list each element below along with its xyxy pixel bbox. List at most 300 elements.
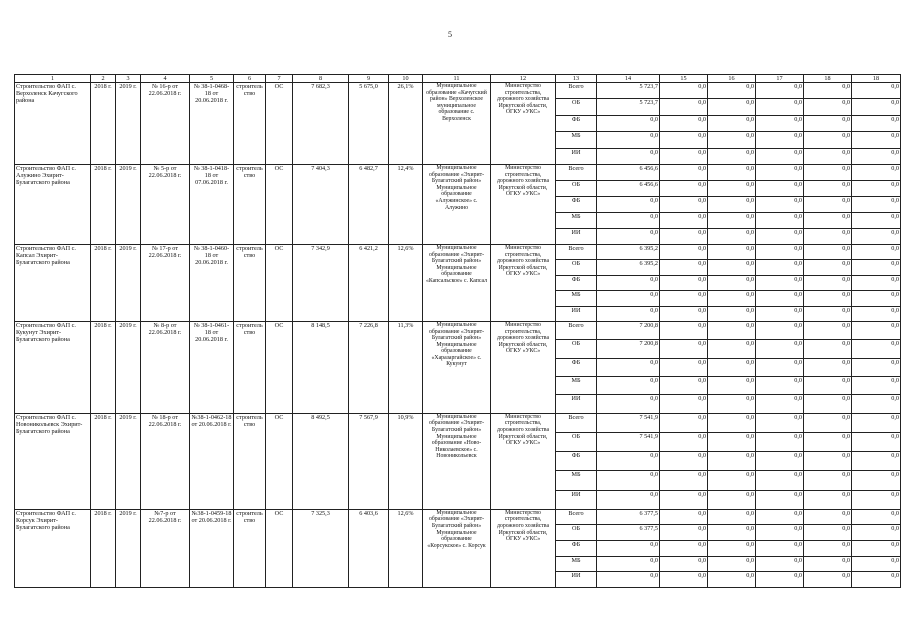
- funding-value-cell: 0,0: [756, 321, 804, 339]
- funding-value-cell: 0,0: [852, 212, 901, 228]
- work-type-cell: строительство: [234, 164, 266, 244]
- work-type-cell: строительство: [234, 509, 266, 587]
- funding-value-cell: 0,0: [660, 471, 708, 490]
- funding-value-cell: 0,0: [597, 132, 660, 148]
- funding-value-cell: 0,0: [756, 452, 804, 471]
- estimated-cost-cell: 7 404,3: [293, 164, 349, 244]
- funding-value-cell: 0,0: [597, 196, 660, 212]
- funding-value-cell: 6 395,2: [597, 260, 660, 275]
- funding-value-cell: 0,0: [660, 490, 708, 509]
- ministry-cell: Министерство строительства, дорожного хозяйства Иркутской области, ОГКУ «УКС»: [491, 164, 556, 244]
- funding-source-cell: ОБ: [556, 260, 597, 275]
- funding-value-cell: 0,0: [756, 212, 804, 228]
- funding-value-cell: 0,0: [597, 306, 660, 321]
- project-name-cell: Строительство ФАП с. Новоникольевск Эхирит-Булагатского района: [15, 413, 91, 509]
- header-cell: 17: [756, 75, 804, 83]
- funding-value-cell: 0,0: [852, 244, 901, 259]
- estimated-cost-cell: 7 325,3: [293, 509, 349, 587]
- funding-value-cell: 0,0: [660, 556, 708, 572]
- funding-value-cell: 0,0: [660, 509, 708, 525]
- funding-value-cell: 0,0: [852, 321, 901, 339]
- funding-value-cell: 0,0: [852, 413, 901, 432]
- readiness-percent-cell: 12,6%: [389, 509, 423, 587]
- funding-value-cell: 0,0: [708, 540, 756, 556]
- funding-value-cell: 6 456,6: [597, 164, 660, 180]
- table-row: [15, 413, 901, 432]
- funding-source-cell: Всего: [556, 244, 597, 259]
- work-type-cell: строительство: [234, 244, 266, 321]
- funding-value-cell: 0,0: [660, 196, 708, 212]
- funding-value-cell: 0,0: [804, 291, 852, 306]
- order-cell: № 5-р от 22.06.2018 г.: [141, 164, 190, 244]
- end-year-cell: 2019 г.: [116, 83, 141, 165]
- estimated-cost-cell: 7 682,3: [293, 83, 349, 165]
- work-type-cell: строительство: [234, 321, 266, 413]
- funding-value-cell: 0,0: [804, 148, 852, 164]
- expertise-cell: № 38-1-0461-18 от 20.06.2018 г.: [190, 321, 234, 413]
- expertise-cell: № 38-1-0460-18 от 20.06.2018 г.: [190, 244, 234, 321]
- municipality-cell: Муниципальное образование «Качугский район» Верхоленское муниципальное образование с. Верхоленск: [423, 83, 491, 165]
- header-cell: 14: [597, 75, 660, 83]
- ministry-cell: Министерство строительства, дорожного хозяйства Иркутской области, ОГКУ «УКС»: [491, 509, 556, 587]
- end-year-cell: 2019 г.: [116, 509, 141, 587]
- table-row: [15, 321, 901, 339]
- order-cell: № 8-р от 22.06.2018 г.: [141, 321, 190, 413]
- header-cell: 1: [15, 75, 91, 83]
- funding-value-cell: 0,0: [804, 260, 852, 275]
- funding-source-cell: Всего: [556, 83, 597, 99]
- funding-value-cell: 0,0: [660, 572, 708, 588]
- funding-value-cell: 0,0: [708, 395, 756, 413]
- funding-source-cell: ОБ: [556, 99, 597, 115]
- funding-value-cell: 0,0: [708, 196, 756, 212]
- funding-value-cell: 0,0: [804, 358, 852, 376]
- funding-value-cell: 0,0: [597, 115, 660, 131]
- ministry-cell: Министерство строительства, дорожного хозяйства Иркутской области, ОГКУ «УКС»: [491, 413, 556, 509]
- funding-value-cell: 0,0: [756, 471, 804, 490]
- estimated-cost-cell: 8 492,5: [293, 413, 349, 509]
- order-cell: № 17-р от 22.06.2018 г.: [141, 244, 190, 321]
- expertise-cell: №38-1-0462-18 от 20.06.2018 г.: [190, 413, 234, 509]
- funding-source-cell: ИИ: [556, 306, 597, 321]
- funding-value-cell: 0,0: [804, 556, 852, 572]
- funding-value-cell: 0,0: [660, 115, 708, 131]
- object-kind-cell: ОС: [266, 413, 293, 509]
- funding-value-cell: 0,0: [708, 321, 756, 339]
- funding-source-cell: МБ: [556, 556, 597, 572]
- project-name-cell: Строительство ФАП с. Алужино Эхирит-Булагатского района: [15, 164, 91, 244]
- funding-value-cell: 0,0: [804, 540, 852, 556]
- funding-value-cell: 0,0: [852, 572, 901, 588]
- funding-value-cell: 0,0: [708, 452, 756, 471]
- funding-source-cell: Всего: [556, 321, 597, 339]
- ministry-cell: Министерство строительства, дорожного хозяйства Иркутской области, ОГКУ «УКС»: [491, 83, 556, 165]
- funding-source-cell: ФБ: [556, 452, 597, 471]
- funding-value-cell: 0,0: [804, 306, 852, 321]
- funding-value-cell: 0,0: [756, 260, 804, 275]
- remaining-cost-cell: 6 421,2: [349, 244, 389, 321]
- funding-value-cell: 0,0: [804, 452, 852, 471]
- remaining-cost-cell: 6 403,6: [349, 509, 389, 587]
- readiness-percent-cell: 10,9%: [389, 413, 423, 509]
- funding-value-cell: 0,0: [756, 358, 804, 376]
- funding-value-cell: 0,0: [597, 275, 660, 290]
- expertise-cell: № 38-1-0418-18 от 07.06.2018 г.: [190, 164, 234, 244]
- funding-value-cell: 0,0: [804, 509, 852, 525]
- table-row: [15, 164, 901, 180]
- project-name-cell: Строительство ФАП с. Верхоленск Качугского района: [15, 83, 91, 165]
- funding-value-cell: 0,0: [660, 395, 708, 413]
- start-year-cell: 2018 г.: [91, 509, 116, 587]
- funding-value-cell: 0,0: [660, 358, 708, 376]
- funding-value-cell: 0,0: [660, 164, 708, 180]
- funding-value-cell: 0,0: [852, 490, 901, 509]
- funding-value-cell: 0,0: [852, 395, 901, 413]
- funding-value-cell: 0,0: [660, 275, 708, 290]
- funding-source-cell: Всего: [556, 509, 597, 525]
- funding-value-cell: 0,0: [708, 148, 756, 164]
- end-year-cell: 2019 г.: [116, 244, 141, 321]
- funding-value-cell: 0,0: [597, 471, 660, 490]
- funding-value-cell: 0,0: [660, 321, 708, 339]
- start-year-cell: 2018 г.: [91, 321, 116, 413]
- funding-value-cell: 6 395,2: [597, 244, 660, 259]
- funding-value-cell: 0,0: [804, 471, 852, 490]
- funding-value-cell: 0,0: [708, 525, 756, 541]
- investment-table: [14, 74, 901, 588]
- table-body: [15, 83, 901, 588]
- funding-value-cell: 0,0: [804, 99, 852, 115]
- header-cell: 7: [266, 75, 293, 83]
- funding-value-cell: 0,0: [708, 306, 756, 321]
- project-name-cell: Строительство ФАП с. Капсал Эхирит-Булагатского района: [15, 244, 91, 321]
- funding-value-cell: 0,0: [756, 180, 804, 196]
- funding-value-cell: 0,0: [597, 358, 660, 376]
- header-cell: 8: [293, 75, 349, 83]
- funding-value-cell: 0,0: [852, 99, 901, 115]
- funding-value-cell: 0,0: [708, 556, 756, 572]
- funding-value-cell: 0,0: [660, 132, 708, 148]
- funding-value-cell: 0,0: [804, 340, 852, 358]
- header-cell: 18: [852, 75, 901, 83]
- funding-value-cell: 0,0: [708, 291, 756, 306]
- funding-value-cell: 0,0: [597, 572, 660, 588]
- funding-value-cell: 0,0: [708, 490, 756, 509]
- funding-value-cell: 0,0: [597, 452, 660, 471]
- funding-value-cell: 0,0: [756, 244, 804, 259]
- funding-value-cell: 0,0: [756, 228, 804, 244]
- funding-value-cell: 0,0: [852, 132, 901, 148]
- funding-value-cell: 0,0: [660, 525, 708, 541]
- ministry-cell: Министерство строительства, дорожного хозяйства Иркутской области, ОГКУ «УКС»: [491, 244, 556, 321]
- header-cell: 9: [349, 75, 389, 83]
- funding-source-cell: ИИ: [556, 490, 597, 509]
- header-cell: 4: [141, 75, 190, 83]
- funding-value-cell: 0,0: [756, 377, 804, 395]
- funding-source-cell: ОБ: [556, 340, 597, 358]
- readiness-percent-cell: 12,6%: [389, 244, 423, 321]
- funding-value-cell: 0,0: [852, 115, 901, 131]
- funding-source-cell: ФБ: [556, 115, 597, 131]
- remaining-cost-cell: 7 567,9: [349, 413, 389, 509]
- table-row: [15, 244, 901, 259]
- funding-value-cell: 0,0: [708, 83, 756, 99]
- funding-value-cell: 0,0: [804, 132, 852, 148]
- order-cell: №7-р от 22.06.2018 г.: [141, 509, 190, 587]
- funding-value-cell: 0,0: [708, 413, 756, 432]
- funding-source-cell: МБ: [556, 132, 597, 148]
- funding-value-cell: 0,0: [660, 377, 708, 395]
- estimated-cost-cell: 8 148,5: [293, 321, 349, 413]
- funding-value-cell: 0,0: [597, 377, 660, 395]
- funding-value-cell: 0,0: [708, 99, 756, 115]
- funding-value-cell: 5 723,7: [597, 99, 660, 115]
- funding-source-cell: ФБ: [556, 358, 597, 376]
- funding-source-cell: ФБ: [556, 275, 597, 290]
- funding-value-cell: 0,0: [708, 115, 756, 131]
- funding-value-cell: 0,0: [597, 228, 660, 244]
- table-row: [15, 83, 901, 99]
- header-row: [15, 75, 901, 83]
- order-cell: № 16-р от 22.06.2018 г.: [141, 83, 190, 165]
- funding-source-cell: ИИ: [556, 395, 597, 413]
- funding-value-cell: 0,0: [804, 115, 852, 131]
- expertise-cell: № 38-1-0468-18 от 20.06.2018 г.: [190, 83, 234, 165]
- funding-value-cell: 0,0: [852, 509, 901, 525]
- header-cell: 10: [389, 75, 423, 83]
- municipality-cell: Муниципальное образование «Эхирит-Булагатский район» Муниципальное образование «Харазаргайское» с. Кукунут: [423, 321, 491, 413]
- header-cell: 15: [660, 75, 708, 83]
- funding-source-cell: ИИ: [556, 228, 597, 244]
- funding-value-cell: 0,0: [708, 572, 756, 588]
- funding-value-cell: 7 200,8: [597, 340, 660, 358]
- funding-source-cell: Всего: [556, 164, 597, 180]
- funding-value-cell: 7 541,9: [597, 433, 660, 452]
- header-cell: 3: [116, 75, 141, 83]
- funding-value-cell: 0,0: [852, 164, 901, 180]
- funding-value-cell: 0,0: [708, 275, 756, 290]
- funding-value-cell: 0,0: [708, 132, 756, 148]
- funding-source-cell: Всего: [556, 413, 597, 432]
- funding-value-cell: 0,0: [852, 452, 901, 471]
- funding-value-cell: 0,0: [852, 433, 901, 452]
- funding-value-cell: 0,0: [804, 572, 852, 588]
- funding-value-cell: 0,0: [804, 377, 852, 395]
- header-cell: 13: [556, 75, 597, 83]
- object-kind-cell: ОС: [266, 164, 293, 244]
- funding-value-cell: 0,0: [660, 452, 708, 471]
- funding-value-cell: 0,0: [756, 525, 804, 541]
- funding-value-cell: 0,0: [804, 275, 852, 290]
- funding-value-cell: 0,0: [852, 358, 901, 376]
- funding-value-cell: 0,0: [756, 291, 804, 306]
- funding-value-cell: 0,0: [756, 196, 804, 212]
- municipality-cell: Муниципальное образование «Эхирит-Булагатский район» Муниципальное образование «Ново-Николаевское» с. Новоникольевск: [423, 413, 491, 509]
- funding-value-cell: 0,0: [852, 540, 901, 556]
- funding-value-cell: 0,0: [708, 471, 756, 490]
- funding-value-cell: 0,0: [852, 228, 901, 244]
- funding-value-cell: 0,0: [660, 291, 708, 306]
- funding-value-cell: 0,0: [660, 244, 708, 259]
- funding-value-cell: 0,0: [597, 212, 660, 228]
- start-year-cell: 2018 г.: [91, 413, 116, 509]
- funding-value-cell: 7 200,8: [597, 321, 660, 339]
- end-year-cell: 2019 г.: [116, 321, 141, 413]
- funding-value-cell: 0,0: [660, 148, 708, 164]
- funding-value-cell: 0,0: [708, 244, 756, 259]
- readiness-percent-cell: 11,3%: [389, 321, 423, 413]
- funding-source-cell: ИИ: [556, 148, 597, 164]
- header-cell: 12: [491, 75, 556, 83]
- funding-value-cell: 0,0: [804, 83, 852, 99]
- funding-value-cell: 0,0: [597, 395, 660, 413]
- funding-value-cell: 0,0: [756, 433, 804, 452]
- funding-source-cell: МБ: [556, 291, 597, 306]
- readiness-percent-cell: 26,1%: [389, 83, 423, 165]
- project-name-cell: Строительство ФАП с. Корсук Эхирит-Булагатского района: [15, 509, 91, 587]
- funding-value-cell: 6 377,5: [597, 509, 660, 525]
- funding-value-cell: 0,0: [756, 83, 804, 99]
- funding-value-cell: 0,0: [852, 291, 901, 306]
- expertise-cell: №38-1-0459-18 от 20.06.2018 г.: [190, 509, 234, 587]
- work-type-cell: строительство: [234, 413, 266, 509]
- funding-value-cell: 0,0: [708, 212, 756, 228]
- funding-value-cell: 0,0: [660, 340, 708, 358]
- funding-value-cell: 0,0: [708, 180, 756, 196]
- header-cell: 5: [190, 75, 234, 83]
- funding-source-cell: МБ: [556, 377, 597, 395]
- funding-value-cell: 0,0: [756, 556, 804, 572]
- funding-value-cell: 0,0: [852, 196, 901, 212]
- funding-source-cell: ОБ: [556, 433, 597, 452]
- funding-value-cell: 0,0: [708, 260, 756, 275]
- end-year-cell: 2019 г.: [116, 413, 141, 509]
- funding-value-cell: 0,0: [660, 180, 708, 196]
- funding-value-cell: 0,0: [597, 556, 660, 572]
- funding-value-cell: 0,0: [804, 433, 852, 452]
- object-kind-cell: ОС: [266, 321, 293, 413]
- funding-value-cell: 0,0: [804, 196, 852, 212]
- funding-value-cell: 0,0: [804, 180, 852, 196]
- funding-value-cell: 0,0: [708, 509, 756, 525]
- funding-value-cell: 0,0: [804, 321, 852, 339]
- remaining-cost-cell: 5 675,0: [349, 83, 389, 165]
- order-cell: № 18-р от 22.06.2018 г.: [141, 413, 190, 509]
- funding-value-cell: 0,0: [804, 413, 852, 432]
- funding-value-cell: 0,0: [597, 540, 660, 556]
- funding-value-cell: 0,0: [756, 115, 804, 131]
- funding-value-cell: 0,0: [804, 525, 852, 541]
- funding-value-cell: 0,0: [756, 540, 804, 556]
- start-year-cell: 2018 г.: [91, 244, 116, 321]
- funding-value-cell: 0,0: [660, 540, 708, 556]
- funding-value-cell: 0,0: [597, 291, 660, 306]
- funding-source-cell: ФБ: [556, 540, 597, 556]
- funding-value-cell: 0,0: [660, 260, 708, 275]
- funding-value-cell: 0,0: [852, 275, 901, 290]
- funding-value-cell: 0,0: [756, 306, 804, 321]
- object-kind-cell: ОС: [266, 83, 293, 165]
- funding-value-cell: 0,0: [597, 148, 660, 164]
- funding-value-cell: 0,0: [660, 306, 708, 321]
- funding-value-cell: 0,0: [852, 306, 901, 321]
- funding-value-cell: 0,0: [756, 164, 804, 180]
- ministry-cell: Министерство строительства, дорожного хозяйства Иркутской области, ОГКУ «УКС»: [491, 321, 556, 413]
- funding-value-cell: 0,0: [852, 83, 901, 99]
- funding-value-cell: 0,0: [852, 148, 901, 164]
- header-cell: 16: [708, 75, 756, 83]
- funding-value-cell: 0,0: [756, 490, 804, 509]
- funding-value-cell: 0,0: [852, 525, 901, 541]
- page-number: 5: [448, 30, 452, 39]
- funding-value-cell: 0,0: [708, 228, 756, 244]
- funding-value-cell: 0,0: [804, 164, 852, 180]
- funding-value-cell: 0,0: [804, 212, 852, 228]
- funding-value-cell: 0,0: [852, 260, 901, 275]
- funding-value-cell: 0,0: [804, 395, 852, 413]
- funding-value-cell: 0,0: [852, 180, 901, 196]
- funding-source-cell: ОБ: [556, 180, 597, 196]
- object-kind-cell: ОС: [266, 244, 293, 321]
- start-year-cell: 2018 г.: [91, 164, 116, 244]
- object-kind-cell: ОС: [266, 509, 293, 587]
- remaining-cost-cell: 7 226,8: [349, 321, 389, 413]
- funding-value-cell: 5 723,7: [597, 83, 660, 99]
- municipality-cell: Муниципальное образование «Эхирит-Булагатский район» Муниципальное образование «Алужинское» с. Алужино: [423, 164, 491, 244]
- funding-source-cell: ФБ: [556, 196, 597, 212]
- funding-value-cell: 0,0: [708, 433, 756, 452]
- funding-value-cell: 6 377,5: [597, 525, 660, 541]
- estimated-cost-cell: 7 342,9: [293, 244, 349, 321]
- header-cell: 2: [91, 75, 116, 83]
- funding-value-cell: 0,0: [660, 228, 708, 244]
- funding-value-cell: 0,0: [660, 212, 708, 228]
- header-cell: 6: [234, 75, 266, 83]
- funding-value-cell: 0,0: [708, 340, 756, 358]
- funding-source-cell: ОБ: [556, 525, 597, 541]
- funding-value-cell: 0,0: [852, 471, 901, 490]
- funding-value-cell: 0,0: [852, 340, 901, 358]
- funding-value-cell: 0,0: [597, 490, 660, 509]
- funding-source-cell: МБ: [556, 471, 597, 490]
- funding-value-cell: 0,0: [852, 377, 901, 395]
- header-cell: 11: [423, 75, 491, 83]
- funding-value-cell: 0,0: [804, 244, 852, 259]
- work-type-cell: строительство: [234, 83, 266, 165]
- start-year-cell: 2018 г.: [91, 83, 116, 165]
- funding-value-cell: 0,0: [756, 99, 804, 115]
- funding-value-cell: 0,0: [708, 358, 756, 376]
- header-cell: 18: [804, 75, 852, 83]
- funding-value-cell: 0,0: [660, 99, 708, 115]
- funding-value-cell: 0,0: [756, 509, 804, 525]
- end-year-cell: 2019 г.: [116, 164, 141, 244]
- funding-source-cell: ИИ: [556, 572, 597, 588]
- funding-value-cell: 0,0: [756, 413, 804, 432]
- funding-value-cell: 0,0: [756, 148, 804, 164]
- funding-source-cell: МБ: [556, 212, 597, 228]
- funding-value-cell: 0,0: [708, 164, 756, 180]
- readiness-percent-cell: 12,4%: [389, 164, 423, 244]
- funding-value-cell: 0,0: [756, 395, 804, 413]
- funding-value-cell: 0,0: [756, 340, 804, 358]
- municipality-cell: Муниципальное образование «Эхирит-Булагатский район» Муниципальное образование «Корсукское» с. Корсук: [423, 509, 491, 587]
- funding-value-cell: 6 456,6: [597, 180, 660, 196]
- project-name-cell: Строительство ФАП с. Кукунут Эхирит-Булагатского района: [15, 321, 91, 413]
- municipality-cell: Муниципальное образование «Эхирит-Булагатский район» Муниципальное образование «Капсальское» с. Капсал: [423, 244, 491, 321]
- funding-value-cell: 0,0: [756, 132, 804, 148]
- funding-value-cell: 7 541,9: [597, 413, 660, 432]
